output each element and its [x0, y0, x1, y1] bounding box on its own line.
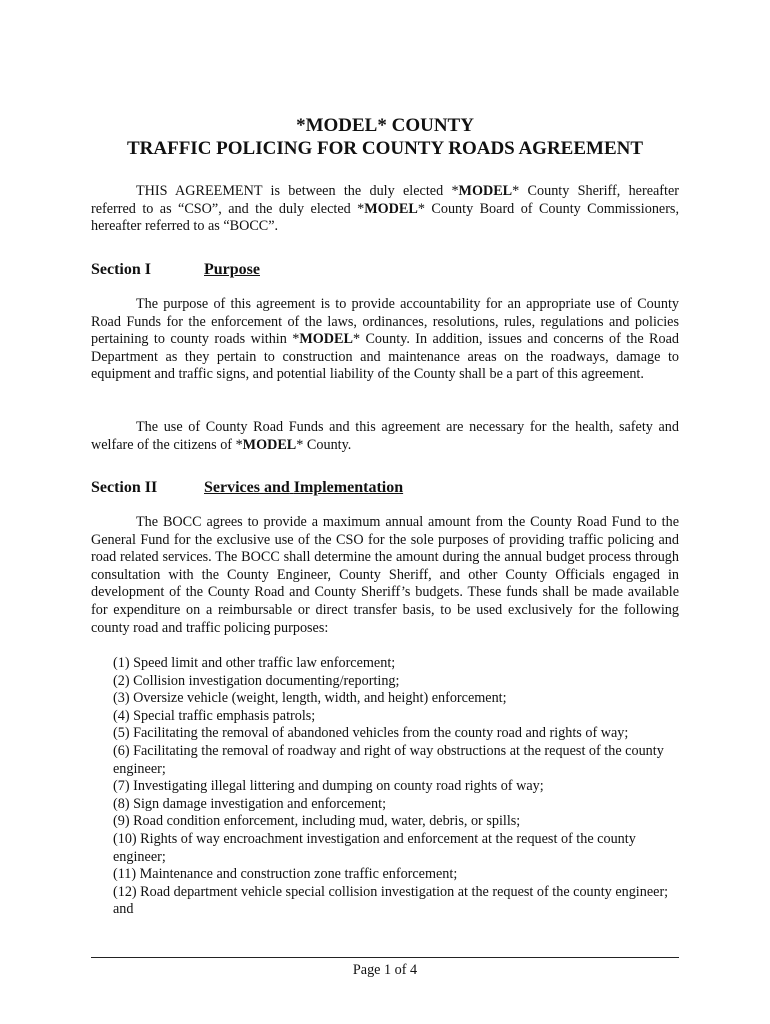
title-county: *MODEL* COUNTY	[296, 115, 474, 136]
page-number: Page 1 of 4	[352, 962, 418, 978]
section-2-title: Services and Implementation	[204, 479, 404, 496]
list-item: (8) Sign damage investigation and enforcement;	[113, 795, 387, 812]
intro-paragraph: THIS AGREEMENT is between the duly elected *MODEL* County Sheriff, hereafter referred to as “CSO”, and the duly elected *MODEL* County Board of County Commissioners, hereafter referred to as “BOCC”.	[91, 183, 679, 235]
list-item: (1) Speed limit and other traffic law enforcement;	[113, 655, 396, 671]
list-item: (11) Maintenance and construction zone traffic enforcement;	[113, 866, 458, 883]
list-item: (7) Investigating illegal littering and dumping on county road rights of way;	[113, 778, 544, 795]
list-item: (5) Facilitating the removal of abandoned vehicles from the county road and rights of way;	[113, 725, 629, 742]
list-item: (12) Road department vehicle special collision investigation at the request of the county engineer; and	[113, 883, 669, 918]
section-2-paragraph-1: The BOCC agrees to provide a maximum annual amount from the County Road Fund to the General Fund for the exclusive use of the CSO for the sole purposes of providing traffic policing and road related services. The BOCC shall determine the amount during the annual budget process through consultation with the County Engineer, County Sheriff, and other County Officials engaged in development of the County Road and County Sheriff’s budgets. These funds shall be made available for expenditure on a reimbursable or direct transfer basis, to be used exclusively for the following county road and traffic policing purposes:	[91, 514, 679, 636]
list-item: (2) Collision investigation documenting/reporting;	[113, 672, 400, 689]
list-item: (6) Facilitating the removal of roadway and right of way obstructions at the request of the county engineer;	[113, 742, 664, 777]
section-1-heading	[91, 260, 260, 280]
section-1-number: Section I	[91, 261, 151, 278]
list-item: (9) Road condition enforcement, including mud, water, debris, or spills;	[113, 813, 521, 830]
section-2-heading	[91, 478, 403, 498]
list-item: (3) Oversize vehicle (weight, length, width, and height) enforcement;	[113, 690, 507, 707]
footer-divider	[91, 957, 679, 958]
section-2-number: Section II	[91, 479, 158, 496]
list-item: (10) Rights of way encroachment investigation and enforcement at the request of the county engineer;	[113, 830, 636, 865]
section-1-title: Purpose	[204, 261, 260, 278]
services-list	[113, 655, 679, 919]
section-1-paragraph-2: The use of County Road Funds and this agreement are necessary for the health, safety and welfare of the citizens of *MODEL* County.	[91, 419, 679, 453]
title-agreement: TRAFFIC POLICING FOR COUNTY ROADS AGREEMENT	[126, 138, 644, 159]
list-item: (4) Special traffic emphasis patrols;	[113, 707, 316, 724]
section-1-paragraph-1: The purpose of this agreement is to provide accountability for an appropriate use of County Road Funds for the enforcement of the laws, ordinances, resolutions, rules, regulations and policies pertaining to county roads within *MODEL* County. In addition, issues and concerns of the Road Department as they pertain to construction and maintenance areas on the roadways, damage to equipment and traffic signs, and potential liability of the County shall be a part of this agreement.	[91, 296, 679, 383]
